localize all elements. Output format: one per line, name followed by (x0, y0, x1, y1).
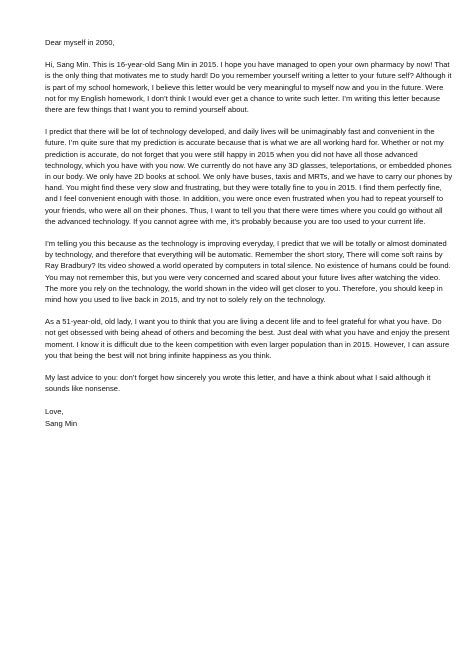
paragraph-gratitude: As a 51-year-old, old lady, I want you to think that you are living a decent life and to feel grateful for what you have. Do not get obsessed with being ahead of others and becoming the best. Just deal with what you have and enjoy the present moment. I know it is difficult due to the keen competition with even larger population than in 2015. However, I can assure you that being the best will not bring infinite happiness as you think. (45, 317, 450, 360)
paragraph-technology-prediction: I predict that there will be lot of technology developed, and daily lives will be unimaginably fast and convenient in the future. I’m quite sure that my prediction is accurate because that is what we are all working hard for. Whether or not my prediction is accurate, do not forget that you were still happy in 2015 when you did not have all those advanced technology, which you have with you now. We currently do not have any 3D glasses, teleportations, or embedded phones in our body. We only have 2D books at school. We only have buses, taxis and MRTs, and we have to carry our phones by hand. You might find these very slow and frustrating, but they were totally fine to you in 2015. I find them perfectly fine, and I feel convenient enough with those. In addition, you were once even frustrated when you had to repeat yourself to your friends, who were all on their phones. Thus, I want to tell you that there were times where you could go without all the advanced technology. If you cannot agree with me, it’s probably because you are too used to your current life. (45, 127, 453, 226)
signature: Sang Min (45, 418, 78, 428)
closing: Love, (45, 407, 64, 417)
closing-block (45, 406, 454, 428)
paragraph-last-advice: My last advice to you: don’t forget how sincerely you wrote this letter, and have a think about what I said although it sounds like nonsense. (45, 373, 431, 394)
paragraph-technology-dominance: I’m telling you this because as the technology is improving everyday, I predict that we will be totally or almost dominated by technology, and therefore that everything will be automatic. Remember the short story, There will come soft rains by Ray Bradbury? Its video showed a world operated by computers in total silence. No existence of humans could be found. You may not remember this, but you were very concerned and scared about your future lives after watching the video. The more you rely on the technology, the world shown in the video will get closer to you. Therefore, you should keep in mind how you used to live back in 2015, and try not to solely rely on the technology. (45, 239, 451, 305)
paragraph-intro: Hi, Sang Min. This is 16-year-old Sang Min in 2015. I hope you have managed to open your own pharmacy by now! That is the only thing that motivates me to study hard! Do you remember yourself writing a letter to your future self? Although it is part of my school homework, I believe this letter would be very meaningful to myself now and you in the future. Were not for my English homework, I don’t think I would ever get a chance to write such letter. I’m writing this letter because there are few things that I want you to remind yourself about. (45, 60, 452, 115)
salutation: Dear myself in 2050, (45, 38, 115, 47)
